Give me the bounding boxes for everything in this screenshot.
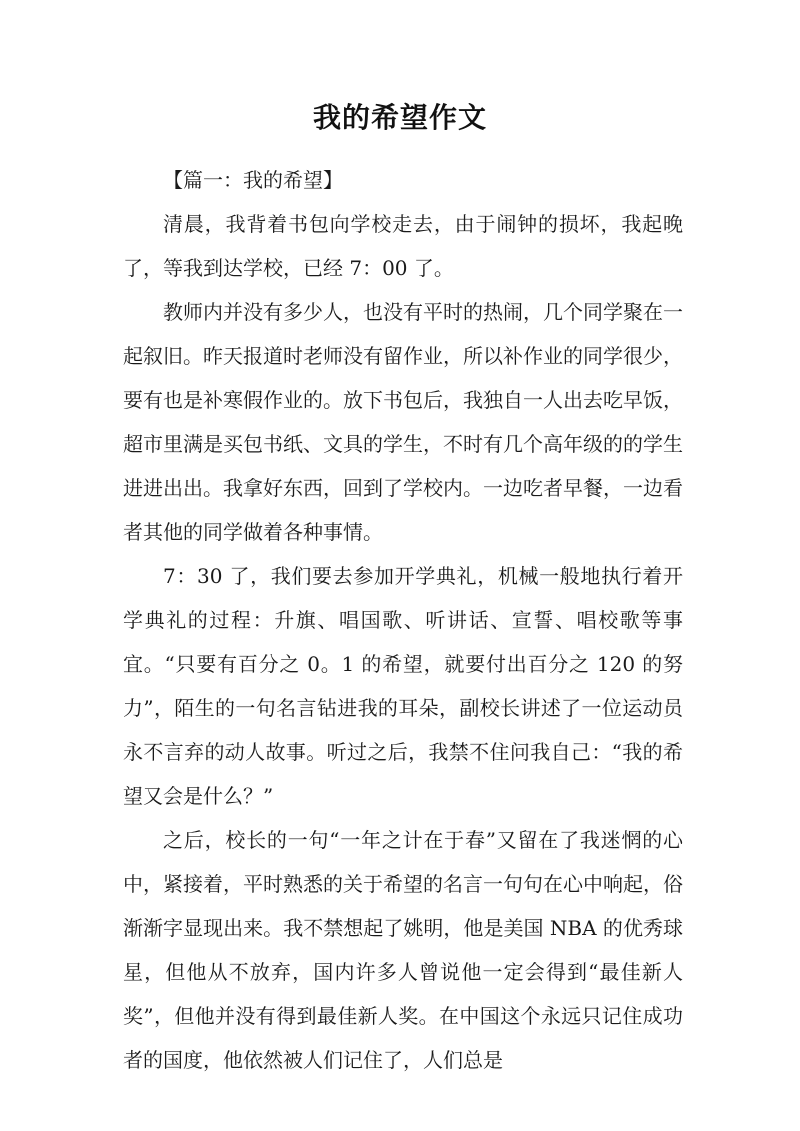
paragraph: 教师内并没有多少人，也没有平时的热闹，几个同学聚在一起叙旧。昨天报道时老师没有留作业，所以补作业的同学很少，要有也是补寒假作业的。放下书包后，我独自一人出去吃早饭，超市里满是买包书纸、文具的学生，不时有几个高年级的的学生进进出出。我拿好东西，回到了学校内。一边吃者早餐，一边看者其他的同学做着各种事情。 [123, 300, 683, 544]
paragraph: 之后，校长的一句“一年之计在于春”又留在了我迷惘的心中，紧接着，平时熟悉的关于希望的名言一句句在心中响起，俗渐渐字显现出来。我不禁想起了姚明，他是美国 NBA 的优秀球星，但他从不放弃，国内许多人曾说他一定会得到“最佳新人奖”，但他并没有得到最佳新人奖。在中国这个永远只记住成功者的国度，他依然被人们记住了，人们总是 [123, 828, 683, 1072]
document-body [123, 158, 683, 1082]
paragraph: 7：30 了，我们要去参加开学典礼，机械一般地执行着开学典礼的过程：升旗、唱国歌、听讲话、宣誓、唱校歌等事宜。“只要有百分之 0。1 的希望，就要付出百分之 120 的努力”，陌生的一句名言钻进我的耳朵，副校长讲述了一位运动员永不言弃的动人故事。听过之后，我禁不住问我自己：“我的希望又会是什么？” [123, 564, 683, 808]
paragraph: 清晨，我背着书包向学校走去，由于闹钟的损坏，我起晚了，等我到达学校，已经 7：00 了。 [123, 212, 683, 280]
page-title: 我的希望作文 [312, 101, 487, 134]
section-heading: 【篇一：我的希望】 [163, 168, 343, 192]
